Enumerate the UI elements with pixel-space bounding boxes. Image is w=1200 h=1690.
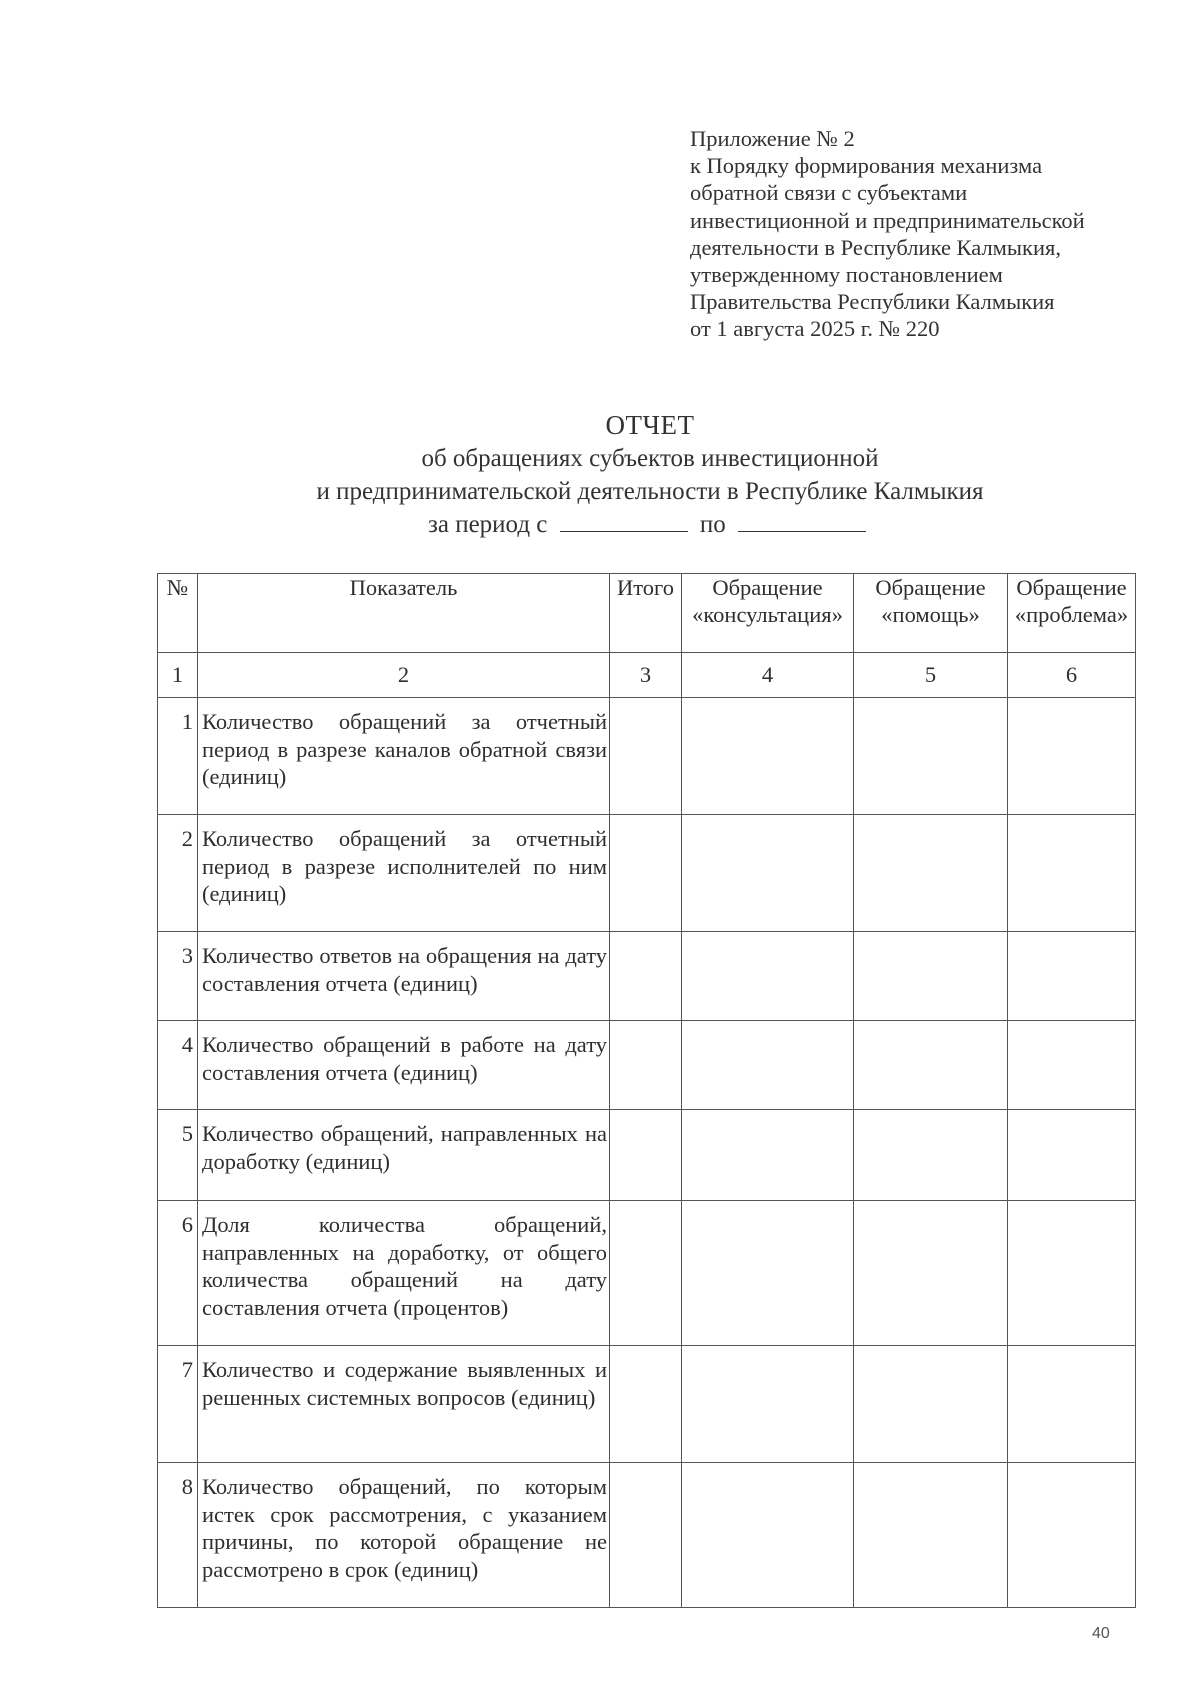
row-number: 1 [158, 698, 198, 815]
period-from-label: за период с [427, 511, 548, 538]
report-heading [150, 408, 1150, 541]
header-problem: Обращение «проблема» [1008, 574, 1136, 653]
row-number: 3 [158, 932, 198, 1021]
consultation-cell [682, 698, 854, 815]
table-row [158, 1021, 1136, 1110]
total-cell [610, 1021, 682, 1110]
table-header-row [158, 574, 1136, 653]
column-numbers-row [158, 653, 1136, 698]
problem-cell [1008, 1463, 1136, 1608]
total-cell [610, 815, 682, 932]
consultation-cell [682, 815, 854, 932]
help-cell [854, 1201, 1008, 1346]
appendix-line: инвестиционной и предпринимательской [690, 207, 1085, 233]
problem-cell [1008, 932, 1136, 1021]
total-cell [610, 698, 682, 815]
consultation-cell [682, 1463, 854, 1608]
table-row [158, 1201, 1136, 1346]
period-to-label: по [699, 511, 726, 538]
row-number: 4 [158, 1021, 198, 1110]
problem-cell [1008, 1110, 1136, 1201]
row-number: 2 [158, 815, 198, 932]
total-cell [610, 1463, 682, 1608]
header-total: Итого [610, 574, 682, 653]
help-cell [854, 698, 1008, 815]
period-to-blank [738, 509, 866, 532]
problem-cell [1008, 1201, 1136, 1346]
row-indicator: Количество обращений в работе на дату составления отчета (единиц) [198, 1021, 610, 1110]
total-cell [610, 932, 682, 1021]
table-row [158, 698, 1136, 815]
report-period [150, 508, 1150, 541]
row-indicator: Количество обращений за отчетный период в разрезе исполнителей по ним (единиц) [198, 815, 610, 932]
column-number: 4 [682, 653, 854, 698]
appendix-block [690, 125, 1170, 343]
table-row [158, 1346, 1136, 1463]
appendix-line: утвержденному постановлением [690, 262, 1003, 288]
row-indicator: Количество и содержание выявленных и решенных системных вопросов (единиц) [198, 1346, 610, 1463]
header-indicator: Показатель [198, 574, 610, 653]
total-cell [610, 1346, 682, 1463]
help-cell [854, 1110, 1008, 1201]
row-indicator: Количество обращений, по которым истек срок рассмотрения, с указанием причины, по которой обращение не рассмотрено в срок (единиц) [198, 1463, 610, 1608]
appendix-line: обратной связи с субъектами [690, 180, 968, 206]
help-cell [854, 932, 1008, 1021]
help-cell [854, 815, 1008, 932]
table-row [158, 1463, 1136, 1608]
report-subtitle-line-2: и предпринимательской деятельности в Республике Калмыкия [316, 478, 984, 505]
period-from-blank [560, 509, 688, 532]
column-number: 1 [158, 653, 198, 698]
column-number: 3 [610, 653, 682, 698]
appendix-line: Правительства Республики Калмыкия [690, 289, 1055, 315]
problem-cell [1008, 815, 1136, 932]
row-indicator: Количество ответов на обращения на дату составления отчета (единиц) [198, 932, 610, 1021]
row-number: 5 [158, 1110, 198, 1201]
column-number: 6 [1008, 653, 1136, 698]
appendix-line: Приложение № 2 [690, 126, 855, 151]
column-number: 2 [198, 653, 610, 698]
row-indicator: Количество обращений за отчетный период в разрезе каналов обратной связи (единиц) [198, 698, 610, 815]
report-table [157, 573, 1136, 1608]
header-help: Обращение «помощь» [854, 574, 1008, 653]
header-consultation: Обращение «консультация» [682, 574, 854, 653]
report-subtitle-line-1: об обращениях субъектов инвестиционной [421, 445, 879, 472]
row-number: 6 [158, 1201, 198, 1346]
header-number: № [158, 574, 198, 653]
report-title: ОТЧЕТ [605, 410, 695, 440]
help-cell [854, 1346, 1008, 1463]
total-cell [610, 1201, 682, 1346]
consultation-cell [682, 1021, 854, 1110]
help-cell [854, 1463, 1008, 1608]
help-cell [854, 1021, 1008, 1110]
problem-cell [1008, 1346, 1136, 1463]
appendix-line: от 1 августа 2025 г. № 220 [690, 316, 940, 342]
consultation-cell [682, 1110, 854, 1201]
total-cell [610, 1110, 682, 1201]
column-number: 5 [854, 653, 1008, 698]
row-number: 7 [158, 1346, 198, 1463]
appendix-line: к Порядку формирования механизма [690, 153, 1043, 179]
row-number: 8 [158, 1463, 198, 1608]
row-indicator: Доля количества обращений, направленных на доработку, от общего количества обращений на дату составления отчета (процентов) [198, 1201, 610, 1346]
table-row [158, 932, 1136, 1021]
consultation-cell [682, 1201, 854, 1346]
consultation-cell [682, 1346, 854, 1463]
consultation-cell [682, 932, 854, 1021]
row-indicator: Количество обращений, направленных на доработку (единиц) [198, 1110, 610, 1201]
appendix-line: деятельности в Республике Калмыкия, [690, 234, 1061, 260]
problem-cell [1008, 1021, 1136, 1110]
page-number: 40 [1092, 1625, 1110, 1642]
table-row [158, 1110, 1136, 1201]
table-row [158, 815, 1136, 932]
problem-cell [1008, 698, 1136, 815]
